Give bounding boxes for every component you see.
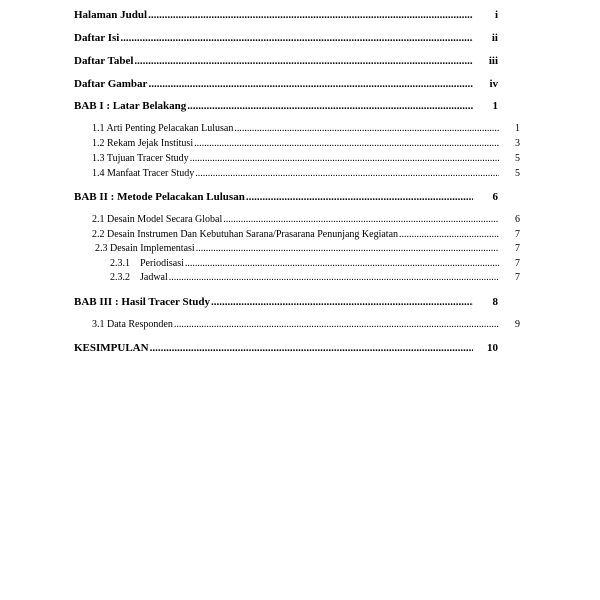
toc-entry-daftar-tabel[interactable]	[74, 56, 498, 67]
toc-entry-title: BAB III : Hasil Tracer Study	[74, 296, 210, 308]
toc-entry-title: 1.1 Arti Penting Pelacakan Lulusan	[92, 123, 234, 134]
dot-leader	[223, 215, 499, 225]
toc-entry-1-3[interactable]	[92, 154, 520, 164]
toc-entry-title: BAB II : Metode Pelacakan Lulusan	[74, 191, 245, 203]
toc-entry-2-2[interactable]	[92, 230, 520, 240]
toc-entry-2-3-1[interactable]	[110, 259, 520, 269]
toc-entry-page-number: 8	[492, 296, 498, 308]
toc-entry-bab-2[interactable]	[74, 192, 498, 203]
toc-entry-page-number: 3	[515, 138, 520, 149]
toc-entry-title: Daftar Gambar	[74, 78, 148, 90]
dot-leader	[150, 343, 473, 354]
toc-entry-title: 2.3 Desain Implementasi	[95, 243, 195, 254]
toc-entry-title: Daftar Tabel	[74, 55, 134, 67]
dot-leader	[194, 139, 499, 149]
dot-leader	[195, 169, 499, 179]
toc-entry-page-number: 5	[515, 168, 520, 179]
dot-leader	[148, 10, 473, 21]
toc-entry-title: 2.1 Desain Model Secara Global	[92, 214, 223, 225]
toc-entry-1-1[interactable]	[92, 124, 520, 134]
toc-entry-bab-3[interactable]	[74, 297, 498, 308]
dot-leader	[399, 230, 499, 240]
toc-entry-title: BAB I : Latar Belakang	[74, 100, 187, 112]
toc-entry-3-1[interactable]	[92, 320, 520, 330]
dot-leader	[148, 79, 473, 90]
toc-entry-page-number: 7	[515, 229, 520, 240]
toc-entry-title: 1.3 Tujuan Tracer Study	[92, 153, 189, 164]
toc-entry-1-2[interactable]	[92, 139, 520, 149]
toc-entry-page-number: 10	[487, 342, 498, 354]
toc-entry-page-number: 6	[515, 214, 520, 225]
dot-leader	[190, 154, 499, 164]
dot-leader	[174, 320, 499, 330]
toc-entry-2-3-2[interactable]	[110, 273, 520, 283]
toc-entry-kesimpulan[interactable]	[74, 343, 498, 354]
dot-leader	[246, 192, 473, 203]
toc-entry-daftar-gambar[interactable]	[74, 79, 498, 90]
toc-entry-bab-1[interactable]	[74, 101, 498, 112]
toc-entry-page-number: 7	[515, 258, 520, 269]
toc-entry-title: 1.4 Manfaat Tracer Study	[92, 168, 195, 179]
toc-entry-daftar-isi[interactable]	[74, 33, 498, 44]
toc-entry-page-number: 5	[515, 153, 520, 164]
dot-leader	[134, 56, 473, 67]
toc-entry-title: Halaman Judul	[74, 9, 148, 21]
toc-entry-page-number: iv	[489, 78, 498, 90]
dot-leader	[169, 273, 499, 283]
toc-entry-page-number: 9	[515, 319, 520, 330]
toc-entry-title: 2.3.1 Periodisasi	[110, 258, 184, 269]
toc-entry-2-3[interactable]	[95, 244, 520, 254]
toc-entry-page-number: 6	[492, 191, 498, 203]
toc-entry-2-1[interactable]	[92, 215, 520, 225]
toc-entry-halaman-judul[interactable]	[74, 10, 498, 21]
toc-entry-page-number: 7	[515, 243, 520, 254]
dot-leader	[234, 124, 499, 134]
toc-entry-page-number: iii	[488, 55, 498, 67]
toc-entry-page-number: 1	[492, 100, 498, 112]
toc-entry-page-number: i	[494, 9, 498, 21]
toc-entry-title: 3.1 Data Responden	[92, 319, 173, 330]
dot-leader	[187, 101, 473, 112]
toc-entry-page-number: 7	[515, 272, 520, 283]
toc-entry-title: 1.2 Rekam Jejak Institusi	[92, 138, 194, 149]
toc-entry-1-4[interactable]	[92, 169, 520, 179]
dot-leader	[211, 297, 473, 308]
toc-entry-page-number: ii	[491, 32, 498, 44]
dot-leader	[120, 33, 473, 44]
dot-leader	[196, 244, 499, 254]
toc-entry-page-number: 1	[515, 123, 520, 134]
toc-entry-title: 2.3.2 Jadwal	[110, 272, 168, 283]
toc-entry-title: Daftar Isi	[74, 32, 120, 44]
toc-entry-title: 2.2 Desain Instrumen Dan Kebutuhan Sarana/Prasarana Penunjang Kegiatan	[92, 229, 399, 240]
toc-entry-title: KESIMPULAN	[74, 342, 149, 354]
dot-leader	[185, 259, 499, 269]
